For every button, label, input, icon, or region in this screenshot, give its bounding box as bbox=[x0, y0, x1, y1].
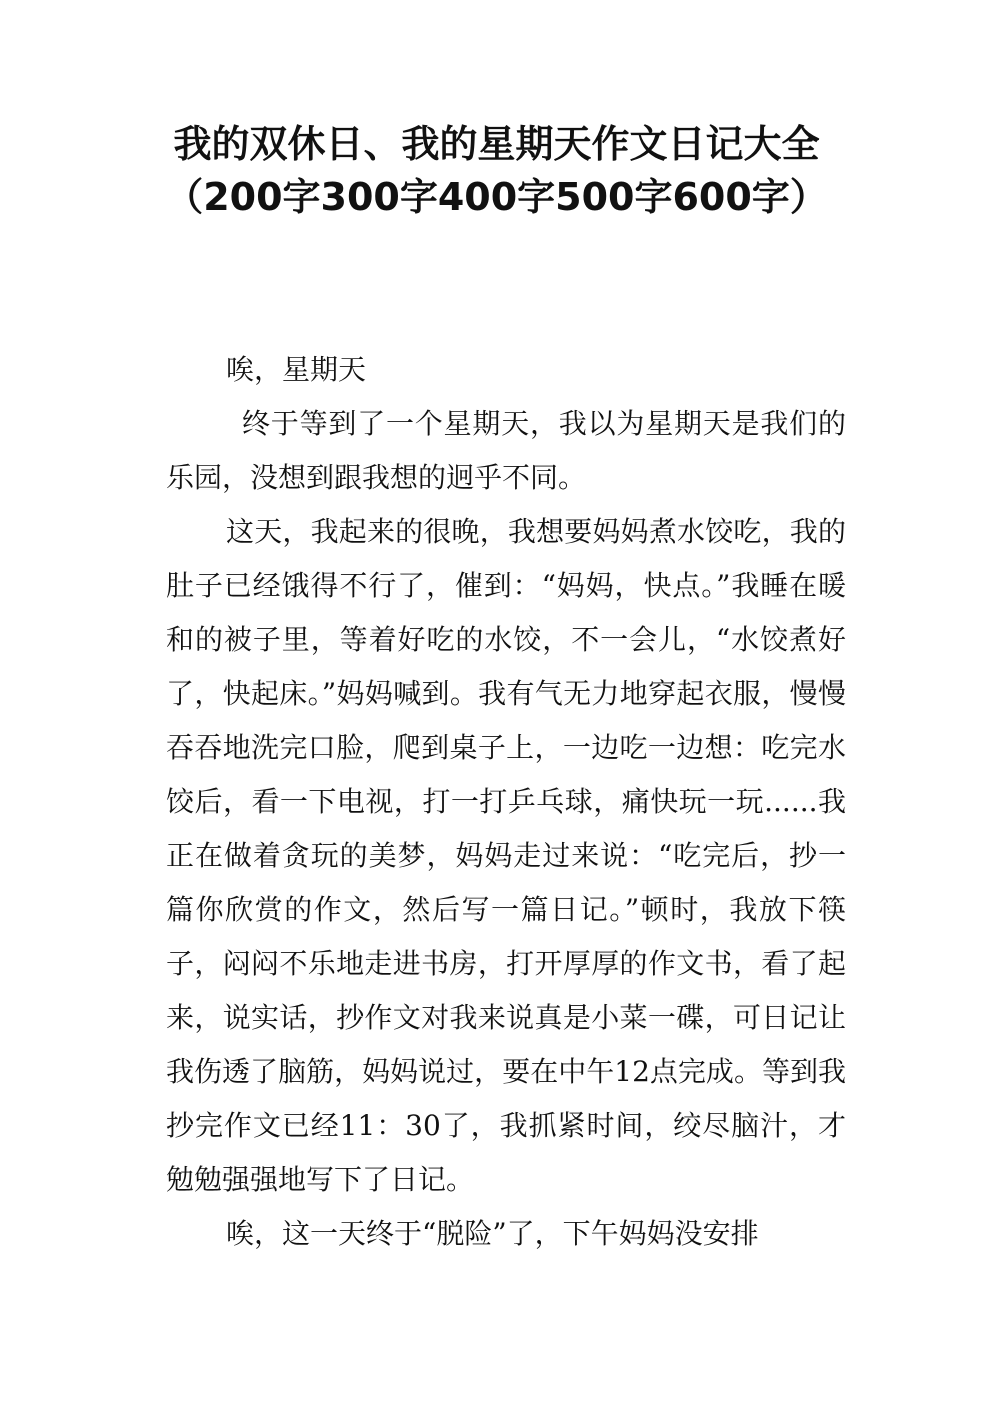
section-heading: 唉，星期天 bbox=[226, 353, 367, 386]
paragraph: 这天，我起来的很晚，我想要妈妈煮水饺吃，我的肚子已经饿得不行了，催到：“妈妈，快点。”我睡在暖和的被子里，等着好吃的水饺，不一会儿，“水饺煮好了，快起床。”妈妈喊到。我有气无力地穿起衣服，慢慢吞吞地洗完口脸，爬到桌子上，一边吃一边想：吃完水饺后，看一下电视，打一打乒乓球，痛快玩一玩......我正在做着贪玩的美梦，妈妈走过来说：“吃完后，抄一篇你欣赏的作文，然后写一篇日记。”顿时，我放下筷子，闷闷不乐地走进书房，打开厚厚的作文书，看了起来，说实话，抄作文对我来说真是小菜一碟，可日记让我伤透了脑筋，妈妈说过，要在中午12点完成。等到我抄完作文已经11：30了，我抓紧时间，绞尽脑汁，才勉勉强强地写下了日记。 bbox=[166, 515, 846, 1196]
document-title: 我的双休日、我的星期天作文日记大全（200字300字400字500字600字） bbox=[165, 122, 828, 219]
paragraph: 唉，这一天终于“脱险”了，下午妈妈没安排 bbox=[226, 1217, 759, 1250]
document-body bbox=[166, 343, 846, 1261]
paragraph: 终于等到了一个星期天，我以为星期天是我们的乐园，没想到跟我想的迥乎不同。 bbox=[166, 407, 846, 494]
